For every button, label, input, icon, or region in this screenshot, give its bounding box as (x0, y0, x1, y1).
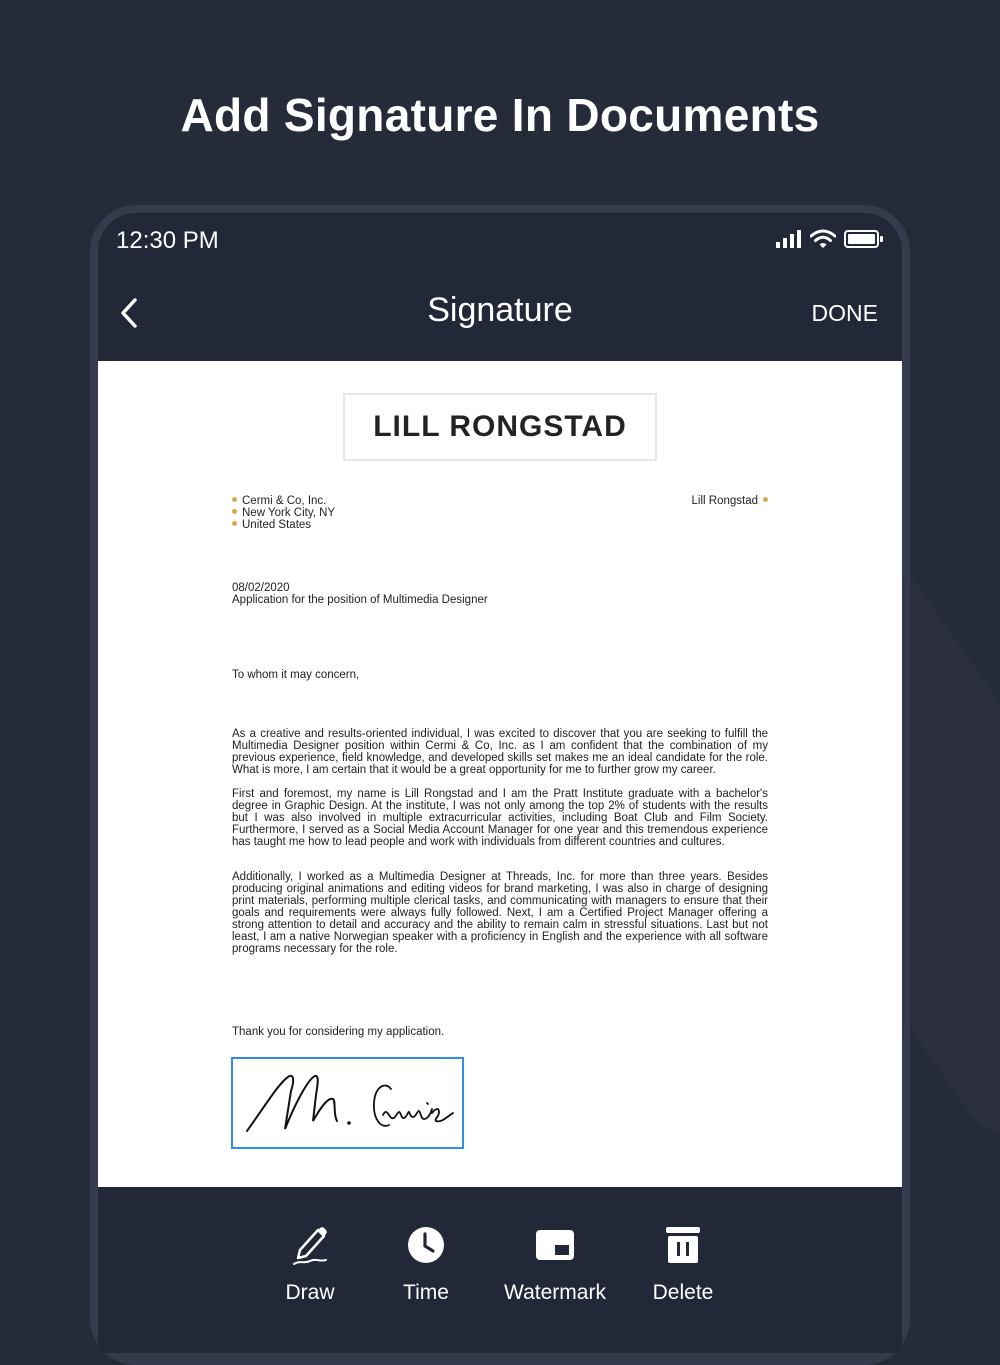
time-tool[interactable] (394, 1223, 458, 1305)
pen-icon (290, 1224, 330, 1266)
signature-box[interactable] (231, 1057, 464, 1149)
bullet-dot (232, 521, 237, 526)
address-line: New York City, NY (232, 507, 335, 519)
letter-subject: Application for the position of Multimedia Designer (232, 594, 488, 606)
address-line: United States (232, 519, 335, 531)
battery-icon (844, 229, 884, 249)
sender-name: Lill Rongstad (692, 495, 768, 507)
date-subject-block (232, 582, 488, 606)
letter-paragraph: Additionally, I worked as a Multimedia Designer at Threads, Inc. for more than three years. Besides producing original animations and editing videos for brand marketing, I was also in charge of designing print materials, performing multiple clerical tasks, and communicating with managers to ensure that their goals and requirements were always fully followed. Next, I am a Certified Project Manager offering a strong attention to detail and accuracy and the ability to remain calm in stressful situations. Last but not least, I am a native Norwegian speaker with a proficiency in English and the experience with all software programs necessary for the role. (232, 871, 768, 955)
name-heading-box (343, 393, 657, 461)
document-page (98, 361, 902, 1187)
app-screen (98, 213, 902, 1353)
trash-icon (665, 1225, 701, 1265)
time-tool-label: Time (403, 1281, 449, 1304)
letter-closing: Thank you for considering my application. (232, 1026, 445, 1038)
watermark-tool-label: Watermark (504, 1281, 606, 1304)
name-heading: LILL RONGSTAD (373, 410, 627, 443)
done-button[interactable]: DONE (811, 300, 878, 326)
delete-tool-label: Delete (652, 1281, 714, 1304)
bullet-dot (763, 497, 768, 502)
promo-title: Add Signature In Documents (180, 89, 820, 141)
status-time: 12:30 PM (116, 227, 219, 254)
delete-tool[interactable] (650, 1223, 716, 1305)
signature-image (233, 1059, 462, 1147)
recipient-address (232, 495, 335, 531)
letter-date: 08/02/2020 (232, 582, 290, 594)
watermark-tool[interactable] (499, 1223, 611, 1305)
wifi-icon (810, 229, 836, 249)
letter-greeting: To whom it may concern, (232, 669, 360, 681)
bullet-dot (232, 497, 237, 502)
status-icons (776, 229, 884, 249)
draw-tool[interactable] (280, 1223, 340, 1305)
watermark-icon (535, 1228, 575, 1262)
draw-tool-label: Draw (285, 1281, 335, 1304)
letter-paragraph: As a creative and results-oriented individual, I was excited to discover that you are seeking to fulfill the Multimedia Designer position within Cermi & Co, Inc. as I am confident that the combination of my previous experience, field knowledge, and developed skills set makes me an ideal candidate for the role. What is more, I am certain that it would be a great opportunity for me to further grow my career. (232, 728, 768, 776)
letter-paragraph: First and foremost, my name is Lill Rongstad and I am the Pratt Institute graduate with a bachelor's degree in Graphic Design. At the institute, I was not only among the top 2% of students with the results but I was also involved in multiple extracurricular activities, including Boat Club and Film Society. Furthermore, I served as a Social Media Account Manager for one year and this tremendous experience has taught me how to lead people and work with individuals from different countries and cultures. (232, 788, 768, 848)
signal-icon (776, 230, 802, 248)
bottom-toolbar (98, 1187, 902, 1353)
nav-title: Signature (427, 291, 573, 329)
clock-icon (406, 1225, 446, 1265)
bullet-dot (232, 509, 237, 514)
address-line: Cermi & Co, Inc. (232, 495, 335, 507)
